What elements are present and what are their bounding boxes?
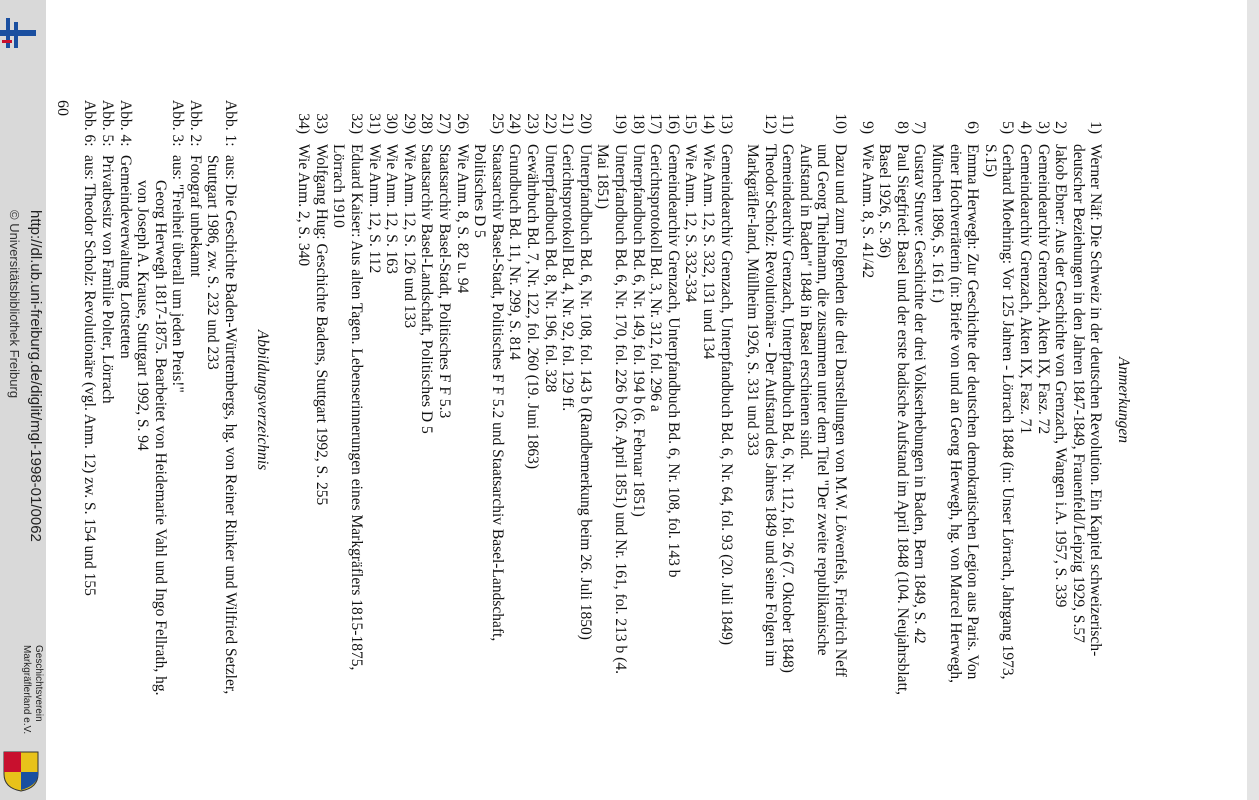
note-number: 7): [911, 121, 929, 134]
note-item: [717, 100, 735, 700]
figure-item: [186, 100, 204, 700]
note-number: 14): [699, 113, 717, 134]
note-text: Gustav Struve: Geschichte der drei Volkserhebungen in Baden, Bern 1849, S. 42: [911, 144, 929, 644]
note-number: 29): [400, 113, 418, 134]
note-number: 32): [348, 113, 366, 134]
note-text: Werner Näf: Die Schweiz in der deutschen Revolution. Ein Kapitel schweizerisch-deutscher Beziehungen in den Jahren 1847-1849, Frauenfeld/Leipzig 1929, S.57: [1069, 144, 1105, 657]
note-item: [295, 100, 313, 700]
note-item: [1052, 100, 1070, 700]
note-text: Gemeindearchiv Grenzach, Unterpfandbuch Bd. 6, Nr. 108, fol. 143 b: [664, 144, 682, 578]
note-text: Wie Anm. 8, S. 82 u. 94: [453, 144, 471, 294]
note-text: Staatsarchiv Basel-Stadt, Politisches F F 5.2 und Staatsarchiv Basel-Landschaft, Politisches D 5: [471, 144, 506, 642]
note-item: [383, 100, 401, 700]
society-name: [20, 645, 44, 734]
note-item: [981, 100, 1016, 700]
note-text: Unterpfandbuch Bd. 6, Nr. 170, fol. 226 b (26. April 1851) und Nr. 161, fol. 213 b (4. Mai 1851): [594, 144, 629, 674]
note-text: Wie Anm. 12, S. 332-334: [682, 144, 700, 303]
figure-text: Georg Herwegh 1817-1875. Bearbeitet von Heidemarie Vahl und Ingo Fellrath, hg. von Joseph A. Krause, Stuttgart 1992, S. 94: [134, 180, 169, 696]
note-item: [682, 100, 700, 700]
note-text: Gemeindearchiv Grenzach, Akten IX, Fasz. 72: [1034, 144, 1052, 435]
note-item: [400, 100, 418, 700]
figure-item: [169, 100, 187, 700]
figure-text: aus: Die Geschichte Baden-Württembergs, hg. von Reiner Rinker und Wilfried Setzler, Stuttgart 1986, zw. S. 232 und 233: [204, 155, 240, 695]
figure-text: Gemeindeverwaltung Lottstetten: [116, 155, 134, 359]
note-text: Gemeindearchiv Grenzach, Akten IX, Fasz. 71: [1017, 144, 1035, 435]
note-text: Theodor Scholz: Revolutionäre - Der Aufstand des Jahres 1849 und seine Folgen im Markgräfler-land, Müllheim 1926, S. 331 und 333: [744, 144, 779, 667]
note-number: 2): [1052, 121, 1070, 134]
figures-heading: Abbildungsverzeichnis: [253, 329, 271, 471]
note-text: Paul Siegfried: Basel und der erste badische Aufstand im April 1848 (104. Neujahrsblatt, Basel 1926, S. 36): [876, 144, 911, 695]
note-number: 19): [611, 113, 629, 134]
notes-heading: Anmerkungen: [1115, 356, 1132, 444]
note-number: 30): [383, 113, 401, 134]
document-url[interactable]: http://dl.ub.uni-freiburg.de/diglit/mgl-1998-01/0062: [27, 210, 44, 542]
figure-label: Abb. 4:: [116, 100, 134, 147]
document-page: [53, 100, 1132, 700]
note-text: Wie Anm. 12, S. 126 und 133: [400, 144, 418, 329]
note-number: 25): [488, 113, 506, 134]
figure-label: Abb. 1:: [222, 100, 240, 147]
figure-text: aus: Theodor Scholz: Revolutionäre (vgl. Anm. 12) zw. S. 154 und 155: [81, 155, 99, 596]
note-text: Gewährbuch Bd. 7, Nr. 122, fol. 260 (19. Juni 1863): [524, 144, 541, 470]
note-number: 31): [365, 113, 383, 134]
note-text: Wie Anm. 12, S. 163: [383, 144, 401, 274]
figure-item: [134, 100, 169, 700]
note-number: 15): [682, 113, 700, 134]
note-text: Gemeindearchiv Grenzach, Unterpfandbuch Bd. 6, Nr. 112, fol. 26 (7. Oktober 1848): [779, 144, 797, 673]
note-number: 22): [541, 113, 559, 134]
page-number: 60: [53, 100, 71, 116]
note-item: [876, 100, 911, 700]
note-number: 16): [664, 113, 682, 134]
note-number: 4): [1017, 121, 1035, 134]
note-item: [594, 100, 629, 700]
note-item: [1034, 100, 1052, 700]
figure-text: Fotograf unbekannt: [186, 155, 204, 277]
note-text: Wie Anm. 8, S. 41/42: [858, 144, 876, 279]
note-item: [541, 100, 559, 700]
note-text: Grundbuch Bd. 11, Nr. 299, S. 814: [506, 144, 524, 360]
note-item: [506, 100, 524, 700]
society-crest-icon: [2, 750, 40, 792]
note-number: 26): [453, 113, 471, 134]
note-number: 3): [1034, 121, 1052, 134]
figure-text: aus: "Freiheit überall um jeden Preis!": [169, 155, 187, 393]
figure-item: [98, 100, 116, 700]
note-number: 10): [832, 113, 850, 134]
note-number: 20): [576, 113, 594, 134]
note-text: Jakob Ebner: Aus der Geschichte von Grenzach, Wangen i.A. 1957, S. 339: [1052, 144, 1070, 608]
note-number: 1): [1087, 121, 1105, 134]
copyright-text: © Universitätsbibliothek Freiburg: [7, 210, 22, 399]
note-item: [418, 100, 436, 700]
note-item: [911, 100, 929, 700]
note-number: 11): [779, 113, 797, 134]
figure-text: Privatbesitz von Familie Polter, Lörrach: [98, 155, 116, 404]
note-item: [928, 100, 981, 700]
note-item: [576, 100, 594, 700]
note-item: [330, 100, 365, 700]
figure-label: Abb. 2:: [186, 100, 204, 147]
viewer-right-sidebar: [1247, 0, 1259, 800]
note-item: [365, 100, 383, 700]
note-number: 17): [647, 113, 665, 134]
note-number: 9): [858, 121, 876, 134]
figure-item: [81, 100, 99, 700]
note-item: [699, 100, 717, 700]
note-item: [858, 100, 876, 700]
note-number: 23): [524, 113, 541, 134]
note-text: Eduard Kaiser: Aus alten Tagen. Lebenserinnerungen eines Markgräflers 1815-1875, Lörrach 1910: [330, 144, 366, 671]
note-number: 27): [436, 113, 454, 134]
note-number: 5): [999, 121, 1017, 134]
figure-label: Abb. 5:: [98, 100, 116, 147]
note-text: Staatsarchiv Basel-Landschaft, Politisches D 5: [418, 144, 436, 434]
library-logo-icon: [0, 14, 36, 58]
note-text: Gerichtsprotokoll Bd. 3, Nr. 312, fol. 296 a: [647, 144, 665, 412]
note-number: 6): [964, 121, 982, 134]
note-item: [471, 100, 506, 700]
note-item: [664, 100, 682, 700]
note-item: [1016, 100, 1034, 700]
note-text: Gerichtsprotokoll Bd. 4, Nr. 92, fol. 129 ff.: [559, 144, 577, 412]
figure-item: [204, 100, 239, 700]
note-item: [744, 100, 779, 700]
note-item: [796, 100, 849, 700]
notes-list: [295, 100, 1105, 700]
note-number: 18): [629, 113, 647, 134]
note-number: 12): [761, 113, 779, 134]
note-number: 24): [506, 113, 524, 134]
note-text: Unterpfandbuch Bd. 6, Nr. 108, fol. 143 b (Randbemerkung beim 26. Juli 1850): [576, 144, 594, 640]
note-item: [453, 100, 471, 700]
figure-label: Abb. 6:: [81, 100, 99, 147]
note-text: Emma Herwegh: Zur Geschichte der deutschen demokratischen Legion aus Paris. Von einer Hochverräterin (in: Briefe von und an Georg Herwegh, hg. von Marcel Herwegh, München 1896, S. 161 f.): [929, 144, 982, 684]
note-number: 33): [312, 113, 330, 134]
note-item: [629, 100, 647, 700]
figure-item: [116, 100, 134, 700]
note-text: Wie Anm. 12, S. 112: [365, 144, 383, 274]
note-text: Staatsarchiv Basel-Stadt, Politisches F F 5.3: [436, 144, 454, 419]
note-number: 8): [893, 121, 911, 134]
note-number: 28): [418, 113, 436, 134]
note-text: Gerhard Moehring: Vor 125 Jahren - Lörrach 1848 (in: Unser Lörrach, Jahrgang 1973, S.15): [981, 144, 1017, 680]
note-item: [559, 100, 577, 700]
note-item: [1069, 100, 1104, 700]
note-number: 21): [559, 113, 577, 134]
figure-label: Abb. 3:: [169, 100, 187, 147]
note-text: Wolfgang Hug: Geschichte Badens, Stuttgart 1992, S. 255: [312, 144, 330, 506]
note-number: 34): [295, 113, 313, 134]
note-text: Unterpfandbuch Bd. 6, Nr. 149, fol. 194 b (6. Februar 1851): [629, 144, 647, 517]
society-line-2: Markgräflerland e.V.: [21, 645, 32, 735]
note-text: Gemeindearchiv Grenzach, Unterpfandbuch Bd. 6, Nr. 64, fol. 93 (20. Juli 1849): [717, 144, 735, 646]
society-line-1: Geschichtsverein: [33, 645, 44, 722]
note-text: Wie Anm. 12, S. 332, 131 und 134: [699, 144, 717, 360]
note-item: [779, 100, 797, 700]
note-item: [312, 100, 330, 700]
note-number: 13): [717, 113, 735, 134]
note-text: Dazu und zum Folgenden die drei Darstellungen von M.W. Löwenfels, Friedrich Neff und Georg Thielmann, die zusammen unter dem Titel "Der zweite republikanische Aufstand in Baden" 1848 in Basel erschienen sind.: [796, 144, 850, 677]
note-item: [435, 100, 453, 700]
note-text: Wie Anm. 2, S. 340: [295, 144, 313, 267]
viewer-left-sidebar: [0, 0, 46, 800]
note-item: [647, 100, 665, 700]
note-item: [523, 100, 541, 700]
figures-list: [81, 100, 239, 700]
note-text: Unterpfandbuch Bd. 8, Nr. 196, fol. 328: [541, 144, 559, 393]
